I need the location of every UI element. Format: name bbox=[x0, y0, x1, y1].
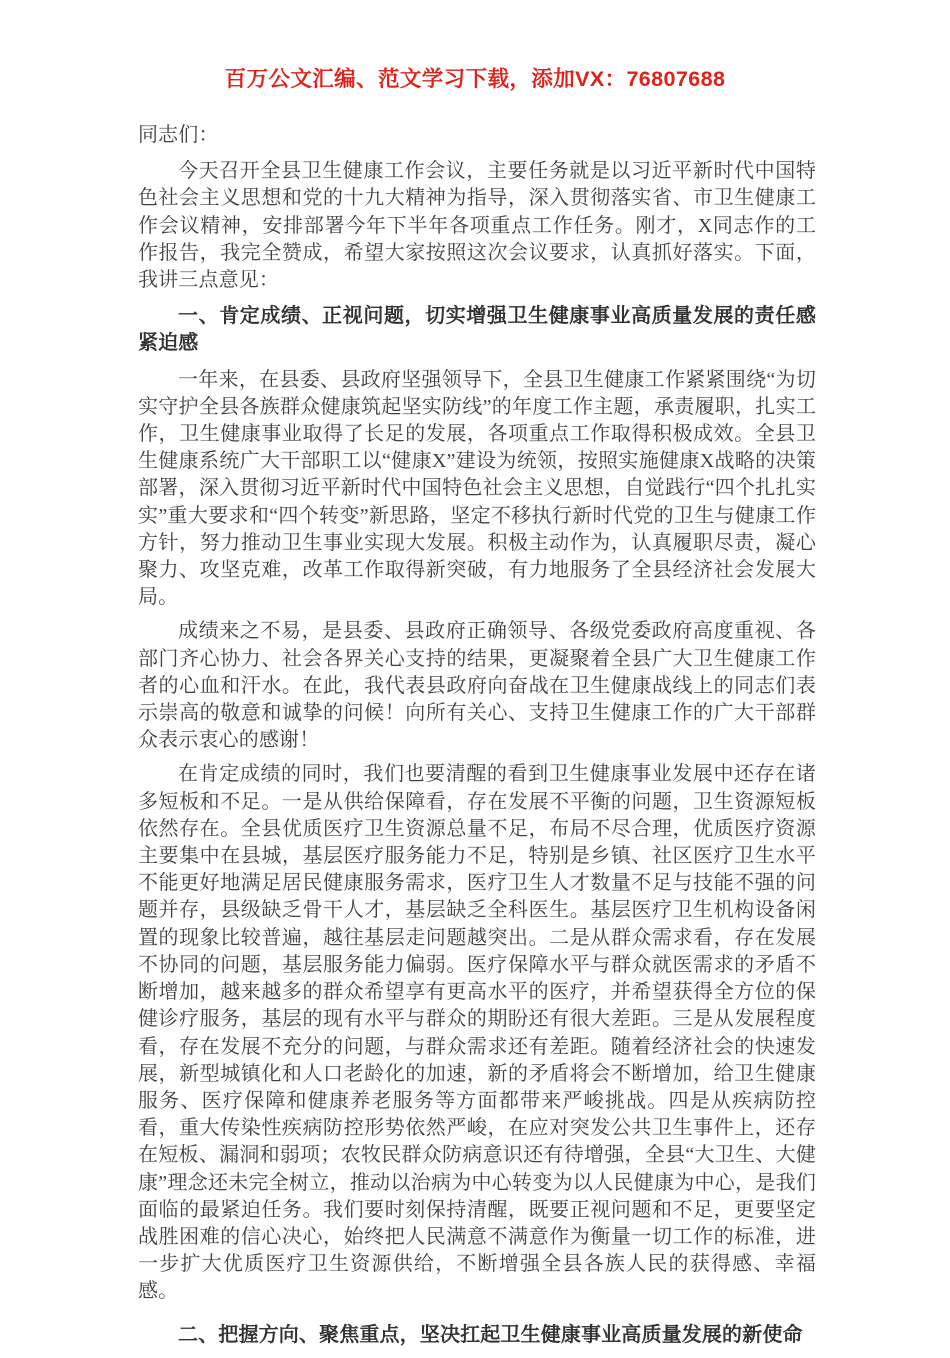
promo-banner: 百万公文汇编、范文学习下载，添加VX：76807688 bbox=[224, 67, 726, 91]
paragraph-achievements: 一年来，在县委、县政府坚强领导下，全县卫生健康工作紧紧围绕“为切实守护全县各族群众健康筑起坚实防线”的年度工作主题，承责履职，扎实工作，卫生健康事业取得了长足的发展，各项重点工作取得积极成效。全县卫生健康系统广大干部职工以“健康X”建设为统领，按照实施健康X战略的决策部署，深入贯彻习近平新时代中国特色社会主义思想，自觉践行“四个扎扎实实”重大要求和“四个转变”新思路，坚定不移执行新时代党的卫生与健康工作方针，努力推动卫生事业实现大发展。积极主动作为，认真履职尽责，凝心聚力、攻坚克难，改革工作取得新突破，有力地服务了全县经济社会发展大局。 bbox=[138, 368, 816, 609]
paragraph-intro: 今天召开全县卫生健康工作会议，主要任务就是以习近平新时代中国特色社会主义思想和党的十九大精神为指导，深入贯彻落实省、市卫生健康工作会议精神，安排部署今年下半年各项重点工作任务。刚才，X同志作的工作报告，我完全赞成，希望大家按照这次会议要求，认真抓好落实。下面，我讲三点意见： bbox=[138, 160, 816, 292]
paragraph-problems: 在肯定成绩的同时，我们也要清醒的看到卫生健康事业发展中还存在诸多短板和不足。一是从供给保障看，存在发展不平衡的问题，卫生资源短板依然存在。全县优质医疗卫生资源总量不足，布局不尽合理，优质医疗资源主要集中在县城，基层医疗服务能力不足，特别是乡镇、社区医疗卫生水平不能更好地满足居民健康服务需求，医疗卫生人才数量不足与技能不强的问题并存，县级缺乏骨干人才，基层缺乏全科医生。基层医疗卫生机构设备闲置的现象比较普遍，越往基层走问题越突出。二是从群众需求看，存在发展不协同的问题，基层服务能力偏弱。医疗保障水平与群众就医需求的矛盾不断增加，越来越多的群众希望享有更高水平的医疗，并希望获得全方位的保健诊疗服务，基层的现有水平与群众的期盼还有很大差距。三是从发展程度看，存在发展不充分的问题，与群众需求还有差距。随着经济社会的快速发展，新型城镇化和人口老龄化的加速，新的矛盾将会不断增加，给卫生健康服务、医疗保障和健康养老服务等方面都带来严峻挑战。四是从疾病防控看，重大传染性疾病防控形势依然严峻，在应对突发公共卫生事件上，还存在短板、漏洞和弱项；农牧民群众防病意识还有待增强，全县“大卫生、大健康”理念还未完全树立，推动以治病为中心转变为以人民健康为中心，是我们面临的最紧迫任务。我们要时刻保持清醒，既要正视问题和不足，更要坚定战胜困难的信心决心，始终把人民满意不满意作为衡量一切工作的标准，进一步扩大优质医疗卫生资源供给，不断增强全县各族人民的获得感、幸福感。 bbox=[138, 763, 816, 1303]
paragraph-gratitude: 成绩来之不易，是县委、县政府正确领导、各级党委政府高度重视、各部门齐心协力、社会各界关心支持的结果，更凝聚着全县广大卫生健康工作者的心血和汗水。在此，我代表县政府向奋战在卫生健康战线上的同志们表示崇高的敬意和诚挚的问候！向所有关心、支持卫生健康工作的广大干部群众表示衷心的感谢！ bbox=[138, 620, 816, 752]
document-body bbox=[138, 122, 816, 1358]
salutation: 同志们： bbox=[138, 124, 219, 146]
section-heading-two: 二、把握方向、聚焦重点，坚决扛起卫生健康事业高质量发展的新使命 bbox=[178, 1323, 803, 1346]
section-heading-one: 一、肯定成绩、正视问题，切实增强卫生健康事业高质量发展的责任感紧迫感 bbox=[138, 305, 816, 355]
